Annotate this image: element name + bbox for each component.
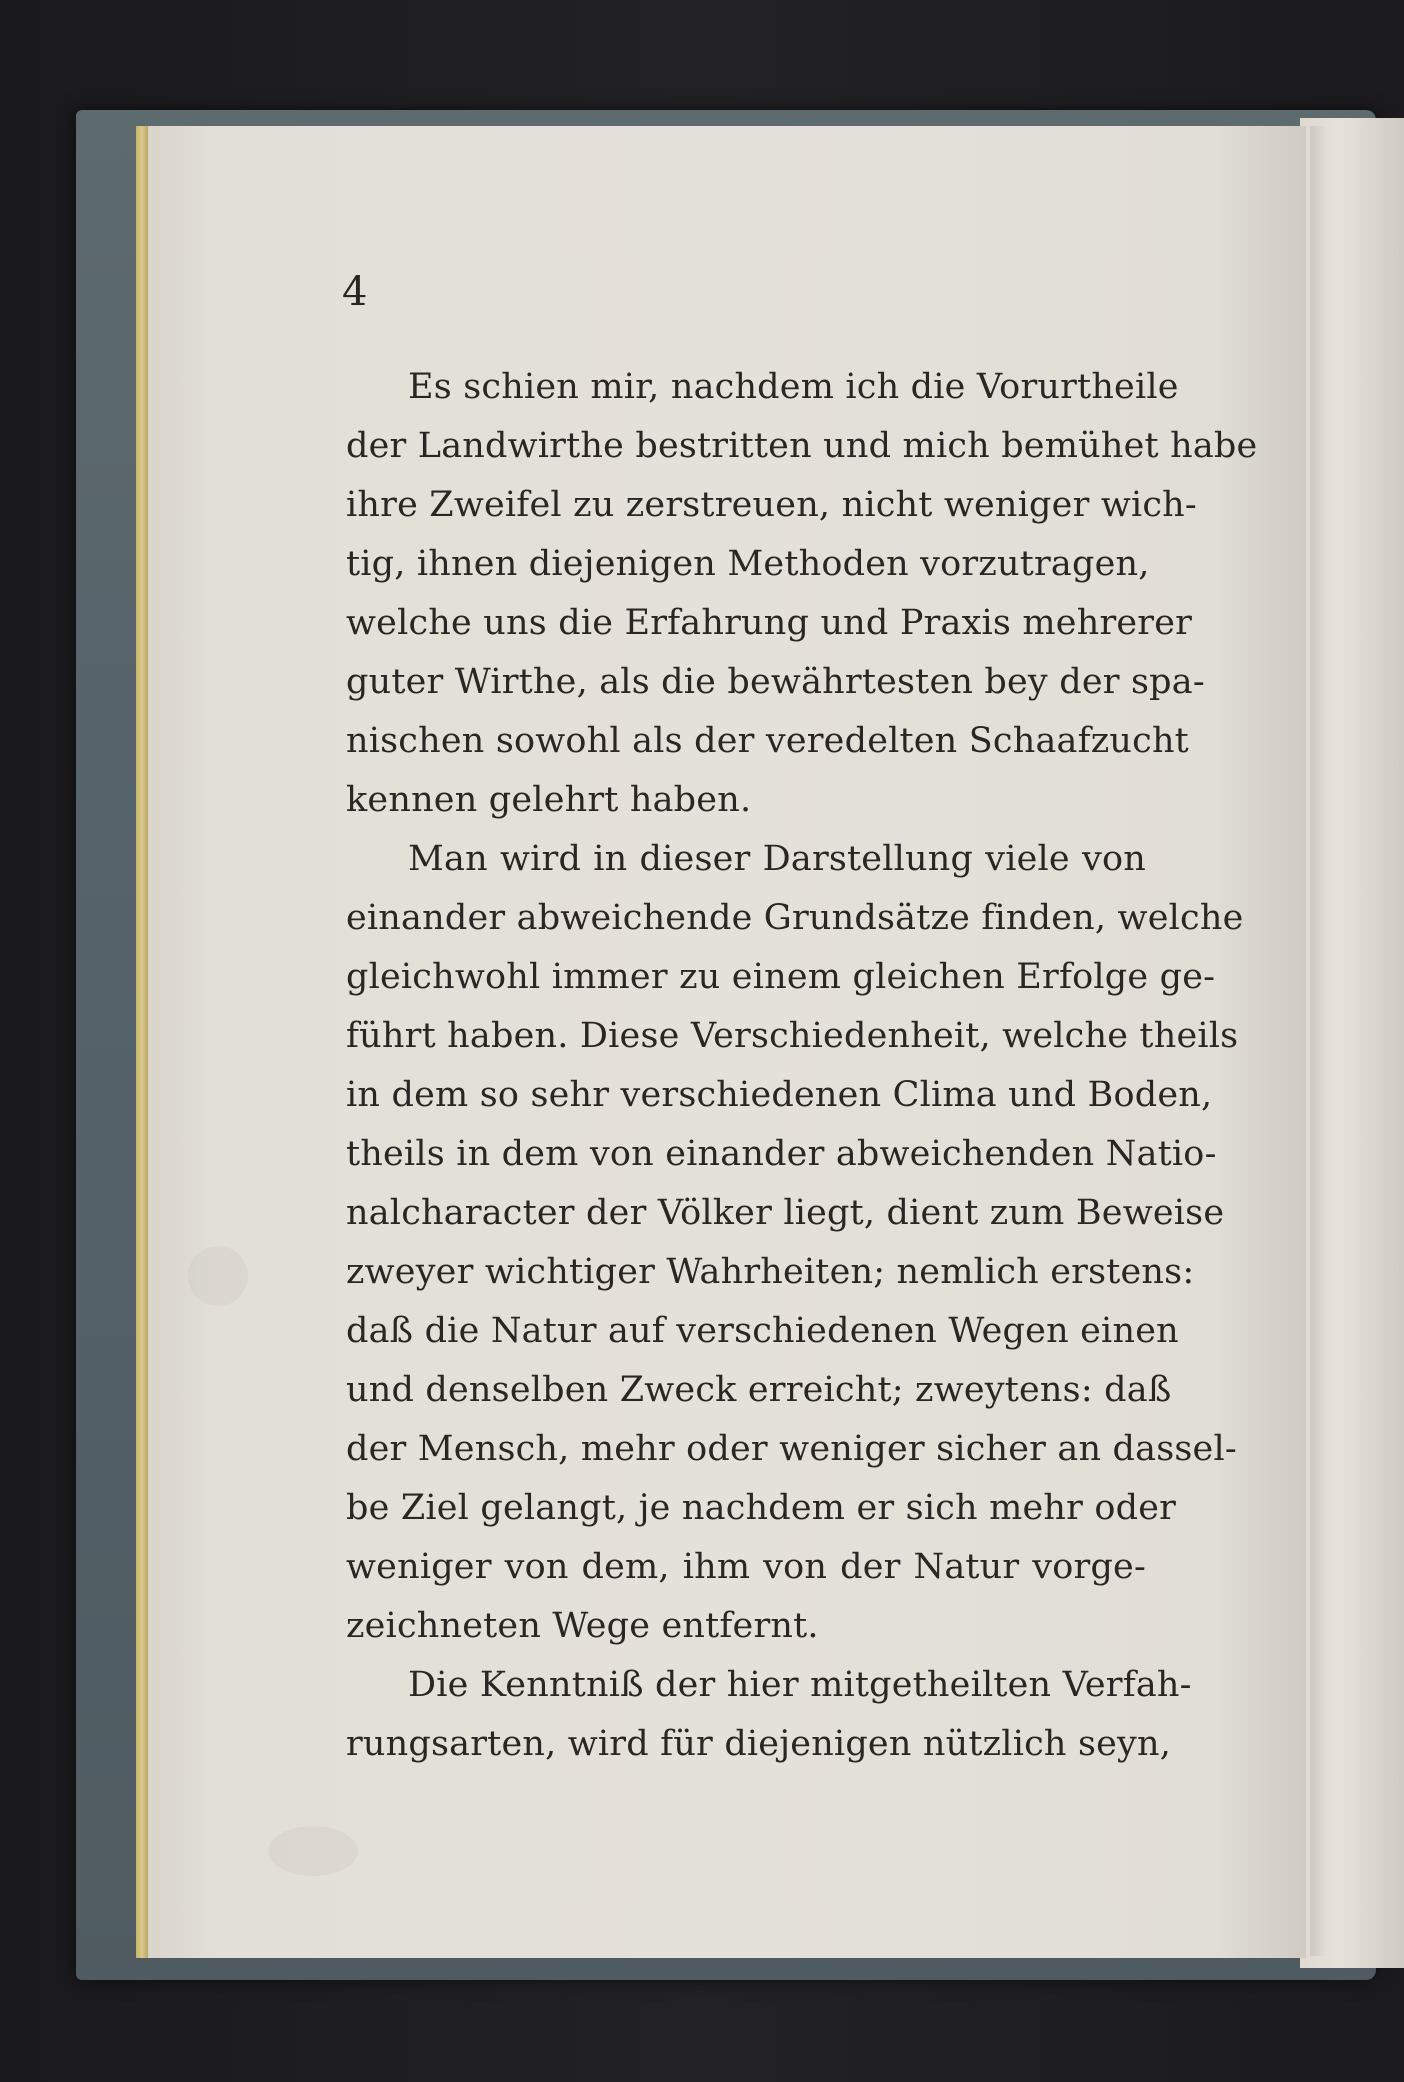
text-line: zweyer wichtiger Wahrheiten; nemlich erstens: xyxy=(346,1252,1195,1292)
text-line: guter Wirthe, als die bewährtesten bey der spa- xyxy=(346,662,1205,702)
text-line: kennen gelehrt haben. xyxy=(346,780,752,820)
paragraph-1 xyxy=(346,358,1258,830)
text-line: und denselben Zweck erreicht; zweytens: daß xyxy=(346,1370,1172,1410)
text-line: theils in dem von einander abweichenden Natio- xyxy=(346,1134,1217,1174)
text-line: tig, ihnen diejenigen Methoden vorzutragen, xyxy=(346,544,1150,584)
text-line: weniger von dem, ihm von der Natur vorge- xyxy=(346,1547,1146,1587)
text-line: nalcharacter der Völker liegt, dient zum Beweise xyxy=(346,1193,1225,1233)
text-line: Man wird in dieser Darstellung viele von xyxy=(408,839,1146,879)
text-line: rungsarten, wird für diejenigen nützlich seyn, xyxy=(346,1724,1172,1764)
page-body-text xyxy=(346,358,1258,1774)
text-line: welche uns die Erfahrung und Praxis mehrerer xyxy=(346,603,1193,643)
page-number: 4 xyxy=(342,269,368,315)
text-line: ihre Zweifel zu zerstreuen, nicht weniger wich- xyxy=(346,485,1197,525)
text-line: Es schien mir, nachdem ich die Vorurtheile xyxy=(408,367,1179,407)
text-line: zeichneten Wege entfernt. xyxy=(346,1606,819,1646)
gilt-page-edge xyxy=(136,126,148,1958)
text-line: einander abweichende Grundsätze finden, welche xyxy=(346,898,1244,938)
facing-page-edge xyxy=(1310,126,1326,1956)
paragraph-3 xyxy=(346,1656,1192,1774)
text-line: führt haben. Diese Verschiedenheit, welche theils xyxy=(346,1016,1239,1056)
text-line: gleichwohl immer zu einem gleichen Erfolge ge- xyxy=(346,957,1216,997)
text-line: in dem so sehr verschiedenen Clima und Boden, xyxy=(346,1075,1213,1115)
paper-spot xyxy=(188,1246,248,1306)
text-line: be Ziel gelangt, je nachdem er sich mehr oder xyxy=(346,1488,1177,1528)
text-line: daß die Natur auf verschiedenen Wegen einen xyxy=(346,1311,1179,1351)
paper-spot xyxy=(268,1826,358,1876)
text-line: der Landwirthe bestritten und mich bemühet habe xyxy=(346,426,1258,466)
text-line: der Mensch, mehr oder weniger sicher an dassel- xyxy=(346,1429,1237,1469)
text-line: Die Kenntniß der hier mitgetheilten Verfah- xyxy=(408,1665,1192,1705)
paragraph-2 xyxy=(346,830,1244,1656)
text-line: nischen sowohl als der veredelten Schaafzucht xyxy=(346,721,1189,761)
